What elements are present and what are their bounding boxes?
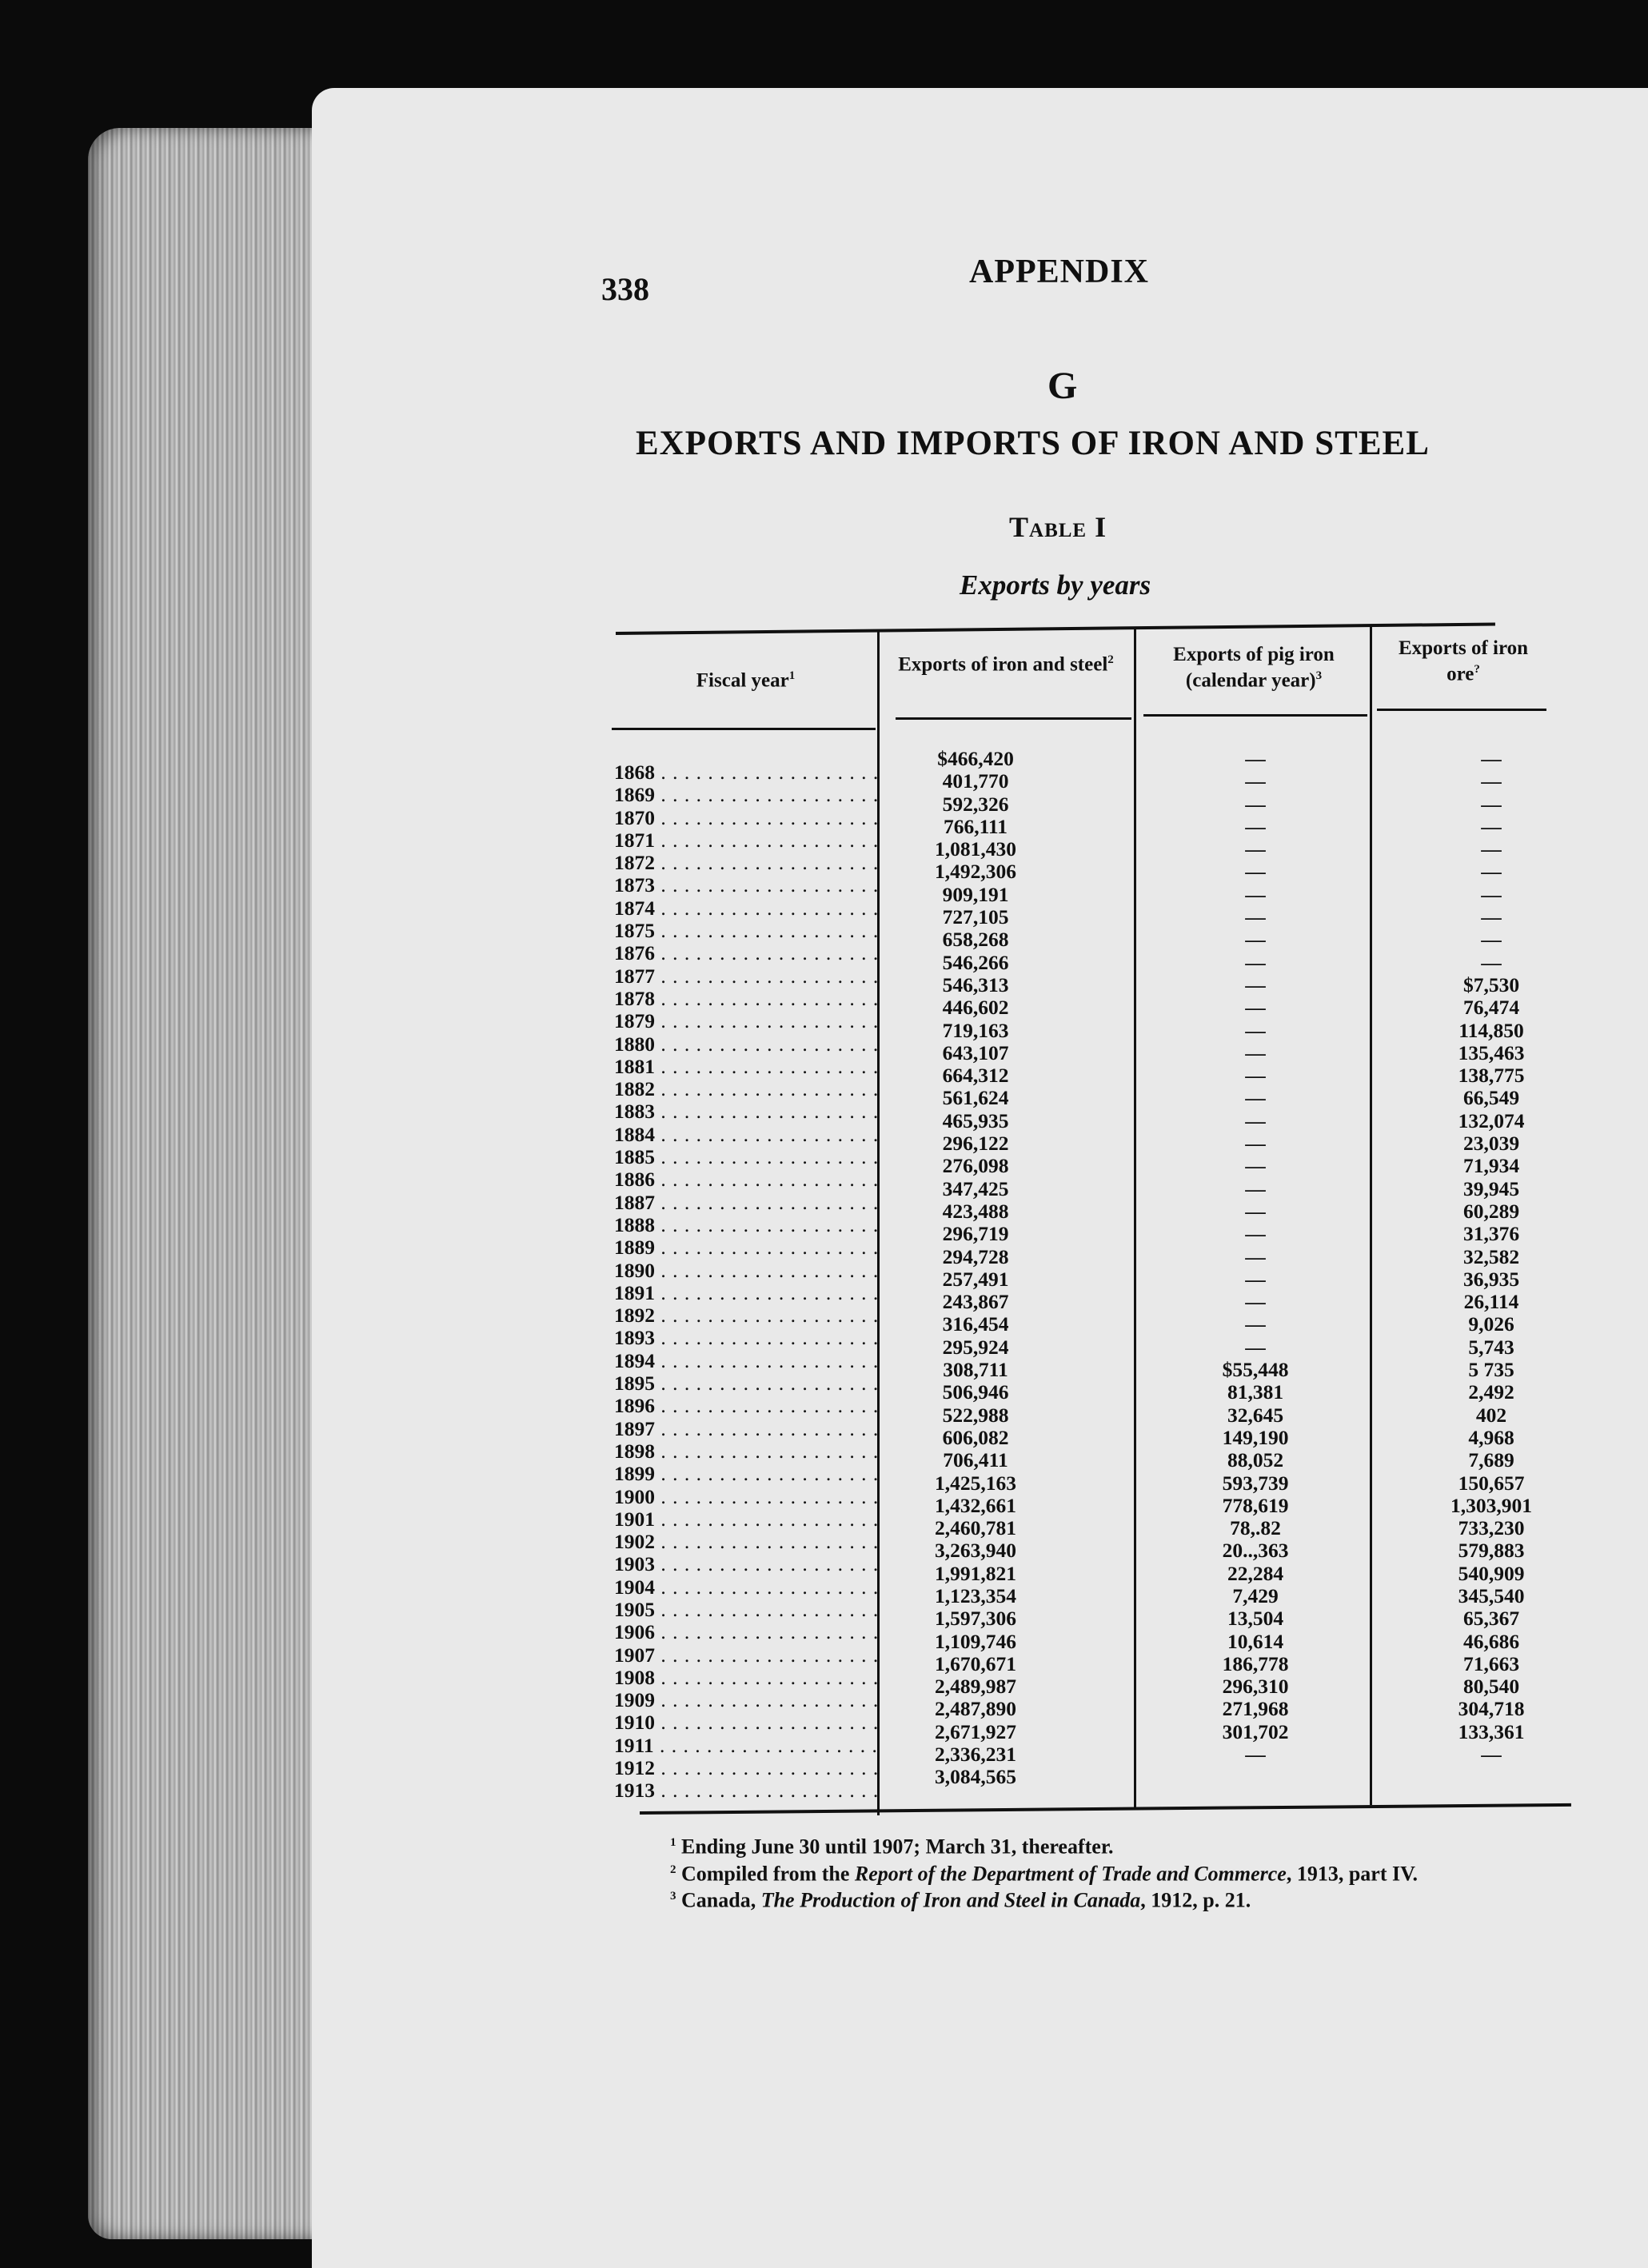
- cell-iron-and-steel: 592,326: [942, 792, 1009, 816]
- cell-pig-iron: —: [1245, 996, 1266, 1020]
- cell-iron-and-steel: 727,105: [942, 905, 1009, 929]
- column-divider-2: [1134, 629, 1136, 1808]
- cell-pig-iron: —: [1245, 972, 1266, 996]
- cell-iron-and-steel: 1,492,306: [935, 860, 1016, 884]
- cell-iron-and-steel: 257,491: [942, 1267, 1009, 1291]
- table-label: Table I: [1009, 511, 1107, 543]
- cell-pig-iron: 10,614: [1227, 1629, 1284, 1653]
- cell-pig-iron: 778,619: [1222, 1493, 1289, 1517]
- cell-pig-iron: 271,968: [1222, 1697, 1289, 1721]
- cell-iron-and-steel: 347,425: [942, 1176, 1009, 1200]
- column-iron-ore: [1407, 748, 1575, 1789]
- cell-iron-ore: [1407, 1766, 1575, 1788]
- cell-fiscal-year: 1909 . . .: [614, 1689, 878, 1711]
- cell-iron-ore: 5 735: [1468, 1358, 1514, 1382]
- cell-fiscal-year: 1910 . . .: [614, 1711, 878, 1734]
- cell-pig-iron: —: [1245, 1108, 1266, 1132]
- cell-fiscal-year: 1906 . . .: [614, 1621, 878, 1643]
- cell-iron-ore: 66,549: [1462, 1086, 1520, 1110]
- cell-fiscal-year: 1913 . . .: [614, 1779, 878, 1802]
- cell-pig-iron: 7,429: [1232, 1583, 1279, 1607]
- cell-iron-and-steel: 401,770: [942, 769, 1009, 793]
- header-rule-col2: [1143, 714, 1367, 717]
- cell-pig-iron: —: [1245, 1086, 1266, 1110]
- cell-fiscal-year: 1881 . . .: [614, 1056, 878, 1078]
- cell-pig-iron: —: [1245, 1018, 1266, 1042]
- cell-fiscal-year: 1873 . . .: [614, 874, 878, 896]
- cell-fiscal-year: 1876 . . .: [614, 942, 878, 964]
- cell-iron-and-steel: 2,336,231: [935, 1743, 1016, 1767]
- cell-iron-and-steel: 2,489,987: [935, 1675, 1016, 1699]
- cell-pig-iron: 20..,363: [1222, 1539, 1289, 1563]
- cell-iron-and-steel: 465,935: [942, 1108, 1009, 1132]
- column-pig-iron: [1167, 748, 1343, 1789]
- cell-pig-iron: —: [1245, 1244, 1266, 1268]
- cell-iron-ore: 71,934: [1462, 1154, 1520, 1178]
- cell-fiscal-year: 1883 . . .: [614, 1100, 878, 1123]
- cell-pig-iron: —: [1245, 1312, 1266, 1336]
- cell-iron-and-steel: 296,719: [942, 1222, 1009, 1246]
- cell-iron-ore: 2,492: [1468, 1380, 1514, 1404]
- running-head: APPENDIX: [969, 254, 1149, 290]
- cell-iron-ore: 133,361: [1458, 1719, 1525, 1743]
- cell-iron-and-steel: 719,163: [942, 1018, 1009, 1042]
- cell-iron-ore: —: [1481, 950, 1502, 974]
- cell-pig-iron: —: [1245, 1222, 1266, 1246]
- cell-fiscal-year: 1882 . . .: [614, 1078, 878, 1100]
- cell-pig-iron: [1167, 1766, 1343, 1788]
- cell-fiscal-year: 1895 . . .: [614, 1372, 878, 1395]
- cell-fiscal-year: 1887 . . .: [614, 1192, 878, 1214]
- cell-fiscal-year: 1871 . . .: [614, 829, 878, 852]
- header-rule-col0: [612, 728, 876, 730]
- cell-fiscal-year: 1885 . . .: [614, 1146, 878, 1168]
- cell-pig-iron: —: [1245, 905, 1266, 929]
- cell-fiscal-year: 1877 . . .: [614, 965, 878, 988]
- cell-iron-ore: —: [1481, 882, 1502, 906]
- cell-iron-and-steel: 546,266: [942, 950, 1009, 974]
- cell-fiscal-year: 1874 . . .: [614, 897, 878, 920]
- cell-iron-ore: 31,376: [1462, 1222, 1520, 1246]
- cell-fiscal-year: 1893 . . .: [614, 1327, 878, 1349]
- cell-iron-and-steel: 706,411: [943, 1448, 1008, 1472]
- cell-fiscal-year: 1899 . . .: [614, 1463, 878, 1485]
- cell-iron-ore: 138,775: [1458, 1064, 1525, 1088]
- cell-fiscal-year: 1888 . . .: [614, 1214, 878, 1236]
- cell-iron-and-steel: 522,988: [942, 1403, 1009, 1427]
- cell-pig-iron: —: [1245, 1199, 1266, 1223]
- cell-pig-iron: —: [1245, 950, 1266, 974]
- footnote-3: $^3$ Canada, The Production of Iron and Steel in Canada, 1912, p. 21.: [670, 1888, 1251, 1912]
- cell-iron-and-steel: 295,924: [942, 1335, 1009, 1359]
- header-rule-col1: [896, 717, 1131, 720]
- cell-iron-ore: 36,935: [1462, 1267, 1520, 1291]
- cell-pig-iron: $55,448: [1222, 1358, 1289, 1382]
- cell-fiscal-year: 1911 . . .: [614, 1735, 878, 1757]
- cell-fiscal-year: 1894 . . .: [614, 1350, 878, 1372]
- cell-iron-ore: 9,026: [1468, 1312, 1514, 1336]
- cell-pig-iron: —: [1245, 769, 1266, 793]
- cell-pig-iron: —: [1245, 1176, 1266, 1200]
- cell-pig-iron: 13,504: [1227, 1607, 1284, 1631]
- cell-fiscal-year: 1889 . . .: [614, 1236, 878, 1259]
- cell-iron-ore: —: [1481, 769, 1502, 793]
- cell-iron-ore: 7,689: [1468, 1448, 1514, 1472]
- cell-iron-and-steel: 658,268: [942, 928, 1009, 952]
- cell-pig-iron: —: [1245, 1064, 1266, 1088]
- cell-fiscal-year: 1898 . . .: [614, 1440, 878, 1463]
- cell-pig-iron: 301,702: [1222, 1719, 1289, 1743]
- cell-fiscal-year: 1868 . . .: [614, 761, 878, 784]
- cell-iron-and-steel: 1,670,671: [935, 1651, 1016, 1675]
- column-iron-and-steel: [888, 748, 1063, 1789]
- cell-pig-iron: 22,284: [1227, 1561, 1284, 1585]
- cell-fiscal-year: 1907 . . .: [614, 1644, 878, 1667]
- cell-iron-ore: 39,945: [1462, 1176, 1520, 1200]
- header-rule-col3: [1377, 709, 1546, 711]
- cell-iron-ore: —: [1481, 905, 1502, 929]
- cell-iron-ore: —: [1481, 928, 1502, 952]
- cell-iron-ore: 135,463: [1458, 1040, 1525, 1064]
- footnote-2: $^2$ Compiled from the Report of the Department of Trade and Commerce, 1913, part IV.: [670, 1862, 1419, 1886]
- cell-iron-ore: —: [1481, 747, 1502, 770]
- header-fiscal-year: Fiscal year$^1$: [696, 669, 796, 692]
- cell-iron-ore: 579,883: [1458, 1539, 1525, 1563]
- cell-iron-and-steel: 643,107: [942, 1040, 1009, 1064]
- cell-iron-ore: 23,039: [1462, 1132, 1520, 1156]
- cell-iron-ore: —: [1481, 837, 1502, 861]
- cell-pig-iron: —: [1245, 928, 1266, 952]
- cell-fiscal-year: 1900 . . .: [614, 1486, 878, 1508]
- cell-fiscal-year: 1870 . . .: [614, 807, 878, 829]
- table-caption: Exports by years: [960, 569, 1151, 601]
- header-iron-and-steel: Exports of iron and steel$^2$: [898, 653, 1114, 676]
- cell-fiscal-year: 1905 . . .: [614, 1599, 878, 1621]
- cell-pig-iron: —: [1245, 1267, 1266, 1291]
- cell-iron-and-steel: 423,488: [942, 1199, 1009, 1223]
- cell-iron-ore: 46,686: [1462, 1629, 1520, 1653]
- cell-fiscal-year: 1878 . . .: [614, 988, 878, 1010]
- footnotes: [670, 1831, 1418, 1912]
- cell-fiscal-year: 1880 . . .: [614, 1033, 878, 1056]
- cell-fiscal-year: 1869 . . .: [614, 784, 878, 806]
- cell-iron-ore: —: [1481, 814, 1502, 838]
- cell-iron-and-steel: 2,487,890: [935, 1697, 1016, 1721]
- cell-pig-iron: 81,381: [1227, 1380, 1284, 1404]
- cell-fiscal-year: 1901 . . .: [614, 1508, 878, 1531]
- cell-fiscal-year: 1892 . . .: [614, 1304, 878, 1327]
- cell-iron-and-steel: $466,420: [937, 747, 1014, 770]
- cell-iron-ore: 80,540: [1462, 1675, 1520, 1699]
- cell-iron-ore: 114,850: [1458, 1018, 1524, 1042]
- cell-fiscal-year: 1897 . . .: [614, 1418, 878, 1440]
- cell-iron-and-steel: 3,084,565: [935, 1765, 1016, 1789]
- page-title: EXPORTS AND IMPORTS OF IRON AND STEEL: [636, 425, 1430, 462]
- cell-iron-and-steel: 2,460,781: [935, 1516, 1016, 1540]
- cell-pig-iron: —: [1245, 1040, 1266, 1064]
- cell-pig-iron: 296,310: [1222, 1675, 1289, 1699]
- cell-pig-iron: —: [1245, 792, 1266, 816]
- cell-fiscal-year: 1872 . . .: [614, 852, 878, 874]
- column-fiscal-year: [614, 761, 878, 1803]
- cell-pig-iron: 593,739: [1222, 1471, 1289, 1495]
- cell-fiscal-year: 1884 . . .: [614, 1124, 878, 1146]
- cell-fiscal-year: 1903 . . .: [614, 1553, 878, 1575]
- cell-pig-iron: —: [1245, 1743, 1266, 1767]
- cell-iron-ore: 60,289: [1462, 1199, 1520, 1223]
- cell-iron-and-steel: 546,313: [942, 972, 1009, 996]
- section-letter: G: [1047, 365, 1078, 407]
- cell-fiscal-year: 1902 . . .: [614, 1531, 878, 1553]
- cell-iron-and-steel: 2,671,927: [935, 1719, 1016, 1743]
- cell-pig-iron: —: [1245, 1154, 1266, 1178]
- cell-iron-ore: —: [1481, 1743, 1502, 1767]
- cell-iron-ore: 132,074: [1458, 1108, 1525, 1132]
- cell-iron-and-steel: 296,122: [942, 1132, 1009, 1156]
- cell-iron-ore: —: [1481, 792, 1502, 816]
- cell-iron-and-steel: 308,711: [943, 1358, 1008, 1382]
- cell-iron-and-steel: 1,991,821: [935, 1561, 1016, 1585]
- cell-iron-and-steel: 1,123,354: [935, 1583, 1016, 1607]
- cell-iron-and-steel: 276,098: [942, 1154, 1009, 1178]
- cell-iron-ore: 150,657: [1458, 1471, 1525, 1495]
- cell-iron-ore: 733,230: [1458, 1516, 1525, 1540]
- cell-iron-and-steel: 606,082: [942, 1425, 1009, 1449]
- cell-iron-and-steel: 294,728: [942, 1244, 1009, 1268]
- cell-pig-iron: —: [1245, 860, 1266, 884]
- book-page-edges: [88, 128, 328, 2239]
- cell-pig-iron: 186,778: [1222, 1651, 1289, 1675]
- cell-fiscal-year: 1886 . . .: [614, 1168, 878, 1191]
- cell-pig-iron: —: [1245, 1335, 1266, 1359]
- cell-iron-ore: $7,530: [1462, 972, 1520, 996]
- cell-fiscal-year: 1891 . . .: [614, 1282, 878, 1304]
- cell-iron-and-steel: 909,191: [942, 882, 1009, 906]
- cell-iron-ore: 76,474: [1462, 996, 1520, 1020]
- cell-iron-ore: —: [1481, 860, 1502, 884]
- column-divider-3: [1370, 625, 1372, 1805]
- cell-iron-and-steel: 1,597,306: [935, 1607, 1016, 1631]
- cell-pig-iron: 32,645: [1227, 1403, 1284, 1427]
- cell-pig-iron: —: [1245, 1132, 1266, 1156]
- header-pig-iron: Exports of pig iron (calendar year)$^3$: [1173, 644, 1335, 692]
- cell-iron-and-steel: 3,263,940: [935, 1539, 1016, 1563]
- cell-pig-iron: 88,052: [1227, 1448, 1284, 1472]
- cell-pig-iron: —: [1245, 1290, 1266, 1314]
- header-iron-ore: Exports of iron ore?: [1398, 637, 1529, 685]
- cell-pig-iron: 78,.82: [1230, 1516, 1281, 1540]
- cell-fiscal-year: 1912 . . .: [614, 1757, 878, 1779]
- cell-iron-ore: 345,540: [1458, 1583, 1525, 1607]
- cell-pig-iron: 149,190: [1222, 1425, 1289, 1449]
- cell-fiscal-year: 1875 . . .: [614, 920, 878, 942]
- cell-iron-and-steel: 1,425,163: [935, 1471, 1016, 1495]
- cell-pig-iron: —: [1245, 882, 1266, 906]
- cell-fiscal-year: 1890 . . .: [614, 1260, 878, 1282]
- cell-iron-and-steel: 316,454: [942, 1312, 1009, 1336]
- cell-iron-ore: 540,909: [1458, 1561, 1525, 1585]
- cell-iron-and-steel: 664,312: [942, 1064, 1009, 1088]
- cell-iron-ore: 1,303,901: [1450, 1493, 1532, 1517]
- cell-iron-ore: 71,663: [1462, 1651, 1520, 1675]
- cell-pig-iron: —: [1245, 747, 1266, 770]
- cell-fiscal-year: 1908 . . .: [614, 1667, 878, 1689]
- cell-iron-and-steel: 561,624: [942, 1086, 1009, 1110]
- cell-pig-iron: —: [1245, 837, 1266, 861]
- cell-iron-and-steel: 446,602: [942, 996, 1009, 1020]
- cell-iron-and-steel: 1,081,430: [935, 837, 1016, 861]
- cell-iron-and-steel: 1,432,661: [935, 1493, 1016, 1517]
- footnote-1: $^1$ Ending June 30 until 1907; March 31, thereafter.: [670, 1835, 1114, 1859]
- cell-iron-ore: 26,114: [1463, 1290, 1519, 1314]
- cell-iron-and-steel: 243,867: [942, 1290, 1009, 1314]
- page-number: 338: [601, 271, 649, 307]
- cell-iron-ore: 4,968: [1468, 1425, 1514, 1449]
- cell-iron-ore: 65,367: [1462, 1607, 1520, 1631]
- cell-pig-iron: —: [1245, 814, 1266, 838]
- cell-fiscal-year: 1879 . . .: [614, 1010, 878, 1032]
- cell-iron-and-steel: 766,111: [943, 814, 1008, 838]
- cell-fiscal-year: 1896 . . .: [614, 1395, 878, 1417]
- cell-iron-ore: 32,582: [1462, 1244, 1520, 1268]
- cell-fiscal-year: 1904 . . .: [614, 1576, 878, 1599]
- cell-iron-ore: 304,718: [1458, 1697, 1525, 1721]
- cell-iron-ore: 402: [1475, 1403, 1507, 1427]
- cell-iron-and-steel: 506,946: [942, 1380, 1009, 1404]
- cell-iron-ore: 5,743: [1468, 1335, 1514, 1359]
- cell-iron-and-steel: 1,109,746: [935, 1629, 1016, 1653]
